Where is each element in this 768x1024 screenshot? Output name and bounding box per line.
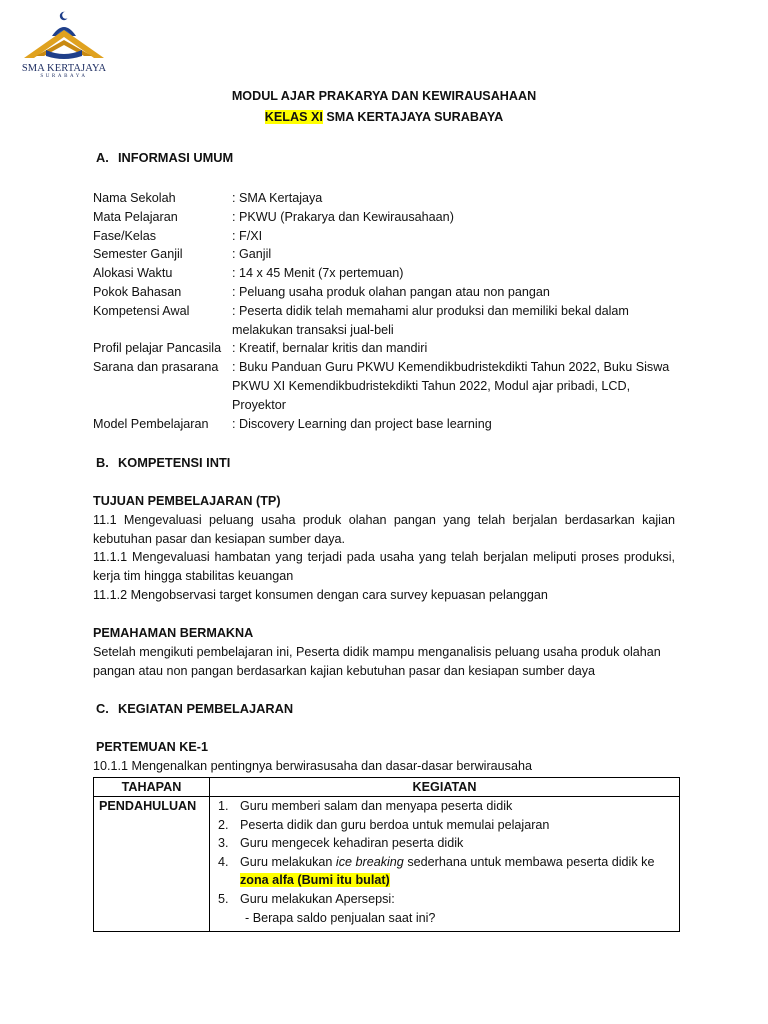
info-row xyxy=(93,264,683,283)
info-row xyxy=(93,245,683,264)
item-text: Peserta didik dan guru berdoa untuk memulai pelajaran xyxy=(240,817,550,832)
info-value: : Ganjil xyxy=(232,247,272,262)
info-label: Kompetensi Awal xyxy=(93,303,190,318)
info-value: : Peserta didik telah memahami alur produksi dan memiliki bekal dalam melakukan transaksi jual-beli xyxy=(232,303,629,337)
logo-city-name: SURABAYA xyxy=(40,74,88,79)
list-item xyxy=(215,816,674,835)
objective-item: 11.1 Mengevaluasi peluang usaha produk olahan pangan yang telah berjalan berdasarkan kajian kebutuhan pasar dan kesiapan sumber daya. xyxy=(93,512,675,546)
objectives-heading: TUJUAN PEMBELAJARAN (TP) xyxy=(93,494,281,508)
school-name: SMA KERTAJAYA SURABAYA xyxy=(322,110,504,124)
understanding-heading: PEMAHAMAN BERMAKNA xyxy=(93,626,254,640)
info-value: : Peluang usaha produk olahan pangan atau non pangan xyxy=(232,284,550,299)
info-row xyxy=(93,415,683,434)
info-row xyxy=(93,358,683,414)
info-value: : Kreatif, bernalar kritis dan mandiri xyxy=(232,341,428,356)
info-label: Model Pembelajaran xyxy=(93,416,209,431)
understanding-text: Setelah mengikuti pembelajaran ini, Peserta didik mampu menganalisis peluang usaha produk olahan pangan atau non pangan berdasarkan kajian kebutuhan pasar dan kesiapan sumber daya xyxy=(93,644,661,678)
info-label: Semester Ganjil xyxy=(93,247,183,262)
document-subtitle xyxy=(0,110,768,124)
info-label: Fase/Kelas xyxy=(93,228,156,243)
info-row xyxy=(93,339,683,358)
info-row xyxy=(93,227,683,246)
item-number: 4. xyxy=(218,854,229,869)
list-item xyxy=(215,797,674,816)
info-value: : Buku Panduan Guru PKWU Kemendikbudristekdikti Tahun 2022, Buku Siswa PKWU XI Kemendikbudristekdikti Tahun 2022, Modul ajar pribadi, LCD, Proyektor xyxy=(232,360,670,412)
section-a-letter: A. xyxy=(96,150,109,165)
list-item xyxy=(215,853,674,890)
section-c-letter: C. xyxy=(96,701,109,716)
objective-item: 11.1.2 Mengobservasi target konsumen dengan cara survey kepuasan pelanggan xyxy=(93,587,548,602)
info-label: Nama Sekolah xyxy=(93,191,176,205)
document-title: MODUL AJAR PRAKARYA DAN KEWIRAUSAHAAN xyxy=(231,89,537,103)
item-text: Guru memberi salam dan menyapa peserta didik xyxy=(240,799,513,813)
info-label: Profil pelajar Pancasila xyxy=(93,341,222,356)
table-header-row xyxy=(94,778,680,797)
info-value: : PKWU (Prakarya dan Kewirausahaan) xyxy=(232,209,454,224)
section-b-heading xyxy=(96,455,230,470)
activities-table xyxy=(93,777,680,932)
stage-cell: PENDAHULUAN xyxy=(94,797,210,932)
highlighted-phrase: zona alfa (Bumi itu bulat) xyxy=(240,873,390,888)
item-text-end: sederhana untuk membawa peserta didik ke xyxy=(403,854,655,869)
activity-list xyxy=(215,797,674,909)
info-row xyxy=(93,208,683,227)
info-value: : Discovery Learning dan project base learning xyxy=(232,416,492,431)
school-emblem-icon xyxy=(22,10,106,62)
section-a-title: INFORMASI UMUM xyxy=(118,150,234,165)
list-item xyxy=(215,834,674,853)
info-label: Alokasi Waktu xyxy=(93,266,173,281)
meeting-subtitle: 10.1.1 Mengenalkan pentingnya berwirasusaha dan dasar-dasar berwirausaha xyxy=(93,758,532,773)
item-text xyxy=(240,853,674,890)
class-highlight: KELAS XI xyxy=(264,110,323,124)
item-text: Guru melakukan Apersepsi: xyxy=(240,891,395,906)
meeting-block xyxy=(93,738,675,776)
objective-item: 11.1.1 Mengevaluasi hambatan yang terjadi pada usaha yang telah berjalan meliputi proses produksi, kerja tim hingga stabilitas keuangan xyxy=(93,550,675,584)
info-value: : SMA Kertajaya xyxy=(232,191,323,205)
section-b-letter: B. xyxy=(96,455,109,470)
info-value: : F/XI xyxy=(232,228,263,243)
general-info-list xyxy=(93,189,683,433)
section-a-heading xyxy=(96,150,233,165)
school-logo xyxy=(18,10,110,79)
info-label: Pokok Bahasan xyxy=(93,284,182,299)
meeting-heading: PERTEMUAN KE-1 xyxy=(96,740,208,754)
item-number: 1. xyxy=(218,799,229,813)
learning-objectives xyxy=(93,492,675,605)
item-number: 3. xyxy=(218,836,229,851)
italic-term: ice breaking xyxy=(335,854,404,869)
item-text: Guru mengecek kehadiran peserta didik xyxy=(240,836,464,851)
section-c-heading xyxy=(96,701,293,716)
apersepsi-question: - Berapa saldo penjualan saat ini? xyxy=(245,910,436,925)
info-row xyxy=(93,302,683,340)
column-header-stage: TAHAPAN xyxy=(94,778,210,797)
item-number: 5. xyxy=(218,891,229,906)
info-label: Mata Pelajaran xyxy=(93,209,178,224)
section-c-title: KEGIATAN PEMBELAJARAN xyxy=(118,701,294,716)
list-item xyxy=(215,890,674,909)
meaningful-understanding xyxy=(93,624,675,680)
info-row xyxy=(93,189,683,208)
section-b-title: KOMPETENSI INTI xyxy=(118,455,231,470)
item-number: 2. xyxy=(218,817,229,832)
table-row xyxy=(94,797,680,932)
column-header-activity: KEGIATAN xyxy=(210,778,680,797)
activity-cell xyxy=(210,797,680,932)
info-row xyxy=(93,283,683,302)
item-text-start: Guru melakukan xyxy=(240,854,336,869)
logo-school-name: SMA KERTAJAYA xyxy=(21,63,107,74)
info-label: Sarana dan prasarana xyxy=(93,360,219,375)
info-value: : 14 x 45 Menit (7x pertemuan) xyxy=(232,266,404,281)
